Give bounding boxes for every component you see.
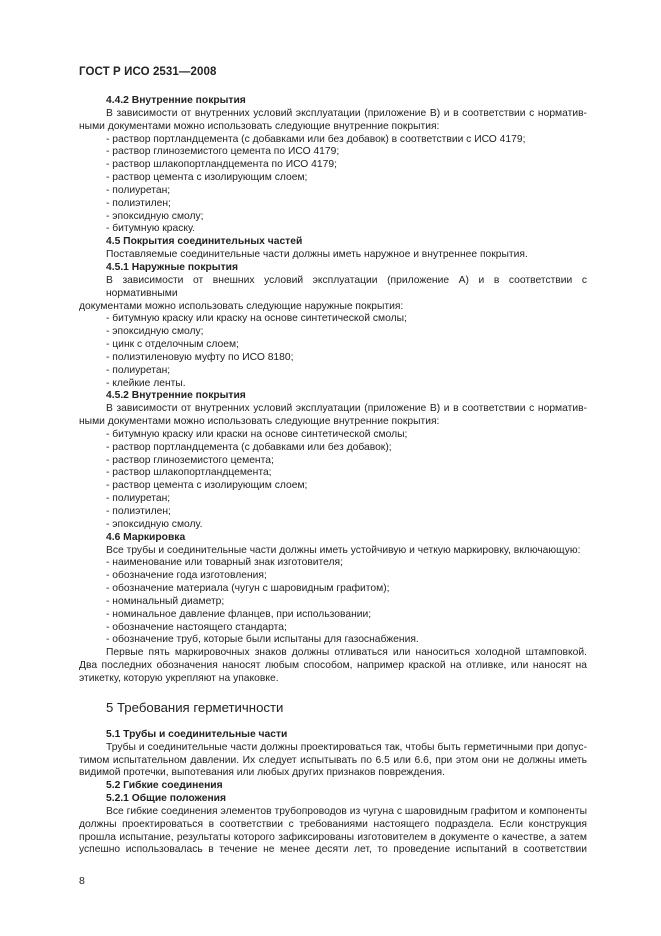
- list-item: - битумную краску или краски на основе синтетической смолы;: [106, 428, 408, 440]
- subsection-title: 5.2 Гибкие соединения: [106, 780, 223, 792]
- paragraph-line: видимой протечки, выпотевания или любых других признаков повреждения.: [79, 767, 445, 779]
- paragraph-line: Первые пять маркировочных знаков должны отливаться или наноситься холодной штамповкой.: [106, 647, 587, 659]
- paragraph-line: ными документами можно использовать следующие внутренние покрытия:: [79, 120, 440, 132]
- paragraph-line: Два последних обозначения наносят любым способом, например краской на отливке, или наносят на: [79, 660, 587, 672]
- list-item: - раствор портландцемента (с добавками или без добавок);: [106, 441, 392, 453]
- list-item: - номинальный диаметр;: [106, 595, 225, 607]
- list-item: - обозначение года изготовления;: [106, 570, 267, 582]
- paragraph-line: тимом испытательном давлении. Их следует испытывать по 6.5 или 6.6, при этом они не должны иметь: [79, 754, 587, 766]
- list-item: - цинк с отделочным слоем;: [106, 339, 239, 351]
- subsection-title: 4.5.2 Внутренние покрытия: [106, 390, 246, 402]
- list-item: - битумную краску.: [106, 223, 196, 235]
- list-item: - полиуретан;: [106, 184, 171, 196]
- document-body: [79, 95, 587, 857]
- subsection-title: 4.5.1 Наружные покрытия: [106, 261, 238, 273]
- subsection-title: 4.6 Маркировка: [106, 531, 186, 543]
- paragraph-line: В зависимости от внутренних условий эксплуатации (приложение В) и в соответствии с норматив-: [106, 403, 587, 415]
- list-item: - полиэтиленовую муфту по ИСО 8180;: [106, 351, 294, 363]
- paragraph-line: Трубы и соединительные части должны проектироваться так, чтобы быть герметичными при допус-: [106, 741, 587, 753]
- paragraph-line: Все трубы и соединительные части должны иметь устойчивую и четкую маркировку, включающую:: [106, 544, 581, 556]
- list-item: - эпоксидную смолу;: [106, 326, 204, 338]
- list-item: - номинальное давление фланцев, при использовании;: [106, 608, 372, 620]
- page-number: 8: [79, 875, 85, 887]
- paragraph-line: В зависимости от внешних условий эксплуатации (приложение А) и в соответствии с нормативными: [106, 274, 587, 299]
- list-item: - обозначение настоящего стандарта;: [106, 621, 287, 633]
- list-item: - раствор глиноземистого цемента;: [106, 454, 274, 466]
- paragraph-line: успешно использовалась в течение не менее десяти лет, то проведение испытаний в соответствии: [79, 844, 587, 856]
- list-item: - раствор цемента с изолирующим слоем;: [106, 480, 308, 492]
- list-item: - раствор глиноземистого цемента по ИСО 4179;: [106, 146, 340, 158]
- list-item: - раствор портландцемента (с добавками или без добавок) в соответствии с ИСО 4179;: [106, 133, 526, 145]
- list-item: - раствор шлакопортландцемента по ИСО 4179;: [106, 159, 337, 171]
- paragraph-line: должны проектироваться в соответствии с требованиями настоящего подраздела. Если конструкция: [79, 818, 587, 830]
- list-item: - обозначение материала (чугун с шаровидным графитом);: [106, 583, 390, 595]
- paragraph-line: В зависимости от внутренних условий эксплуатации (приложение В) и в соответствии с норматив-: [106, 107, 587, 119]
- subsection-title: 4.4.2 Внутренние покрытия: [106, 95, 246, 106]
- list-item: - полиэтилен;: [106, 197, 171, 209]
- list-item: - обозначение труб, которые были испытаны для газоснабжения.: [106, 634, 419, 646]
- list-item: - полиуретан;: [106, 493, 171, 505]
- list-item: - раствор цемента с изолирующим слоем;: [106, 172, 308, 184]
- list-item: - эпоксидную смолу.: [106, 518, 203, 530]
- list-item: - битумную краску или краску на основе синтетической смолы;: [106, 313, 407, 325]
- list-item: - полиуретан;: [106, 364, 171, 376]
- paragraph-line: прошла испытание, результаты которого зафиксированы изготовителем в документе о качестве, а затем: [79, 831, 587, 843]
- list-item: - наименование или товарный знак изготовителя;: [106, 557, 343, 569]
- subsection-title: 4.5 Покрытия соединительных частей: [106, 236, 303, 248]
- paragraph-line: этикетку, которую укрепляют на упаковке.: [79, 672, 279, 684]
- document-header: ГОСТ Р ИСО 2531—2008: [79, 66, 217, 78]
- paragraph-line: Все гибкие соединения элементов трубопроводов из чугуна с шаровидным графитом и компоненты: [106, 805, 587, 817]
- list-item: - клейкие ленты.: [106, 377, 186, 389]
- section-title: 5 Требования герметичности: [106, 699, 284, 715]
- paragraph-line: ными документами можно использовать следующие внутренние покрытия:: [79, 416, 440, 428]
- list-item: - раствор шлакопортландцемента;: [106, 467, 272, 479]
- subsection-title: 5.1 Трубы и соединительные части: [106, 728, 288, 740]
- subsection-title: 5.2.1 Общие положения: [106, 793, 226, 805]
- paragraph-line: документами можно использовать следующие наружные покрытия:: [79, 300, 404, 312]
- list-item: - полиэтилен;: [106, 506, 171, 517]
- paragraph-line: Поставляемые соединительные части должны иметь наружное и внутреннее покрытия.: [106, 249, 528, 261]
- list-item: - эпоксидную смолу;: [106, 210, 204, 222]
